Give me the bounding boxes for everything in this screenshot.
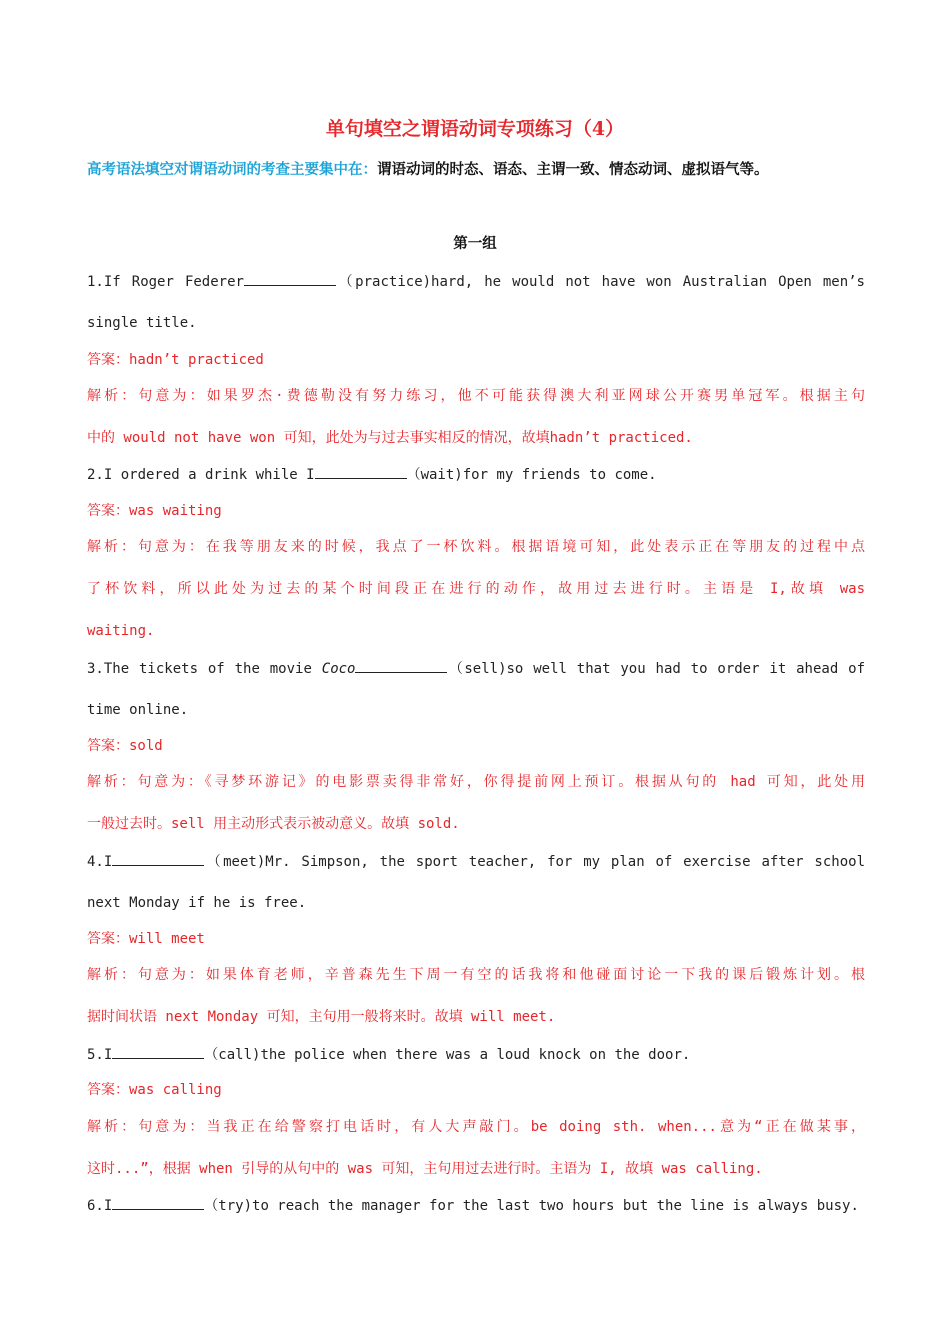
explanation-4-line-1: 解析：句意为：如果体育老师，辛普森先生下周一有空的话我将和他碰面讨论一下我的课后锻炼计划。根 (87, 967, 865, 983)
explanation-2-line-2: 了杯饮料，所以此处为过去的某个时间段正在进行的动作，故用过去进行时。主语是 I,故填 was (87, 581, 865, 597)
question-3-line-1: 3.The tickets of the movie Coco （sell)so well that you had to order it ahead of (87, 658, 865, 679)
page-subtitle (87, 158, 877, 179)
explanation-1-line-1: 解析：句意为：如果罗杰·费德勒没有努力练习，他不可能获得澳大利亚网球公开赛男单冠军。根据主句 (87, 388, 865, 404)
answer-3: 答案：sold (87, 738, 163, 754)
question-4-line-2: next Monday if he is free. (87, 895, 307, 911)
answer-5: 答案：was calling (87, 1082, 222, 1098)
answer-1: 答案：hadn’t practiced (87, 352, 264, 368)
question-6-line-1: 6.I （try)to reach the manager for the last two hours but the line is always busy. (87, 1195, 865, 1216)
explanation-1-line-2: 中的 would not have won 可知，此处为与过去事实相反的情况，故填hadn’t practiced. (87, 430, 693, 446)
group-title: 第一组 (453, 235, 497, 252)
answer-2: 答案：was waiting (87, 503, 222, 519)
question-4-line-1: 4.I （meet)Mr. Simpson, the sport teacher, for my plan of exercise after school (87, 851, 865, 872)
question-3-line-2: time online. (87, 702, 189, 718)
answer-blank (112, 1044, 204, 1059)
explanation-3-line-2: 一般过去时。sell 用主动形式表示被动意义。故填 sold. (87, 816, 460, 832)
answer-blank (112, 1195, 204, 1210)
explanation-3-line-1: 解析：句意为：《寻梦环游记》的电影票卖得非常好，你得提前网上预订。根据从句的 had 可知，此处用 (87, 774, 865, 790)
answer-blank (244, 271, 336, 286)
answer-blank (315, 464, 407, 479)
page-title: 单句填空之谓语动词专项练习（4） (325, 118, 625, 140)
subtitle-highlight: 高考语法填空对谓语动词的考查主要集中在： (87, 161, 377, 178)
answer-blank (112, 851, 204, 866)
subtitle-rest: 谓语动词的时态、语态、主谓一致、情态动词、虚拟语气等。 (377, 161, 769, 178)
question-1-line-1: 1.If Roger Federer （practice)hard, he would not have won Australian Open men’s (87, 271, 865, 292)
explanation-4-line-2: 据时间状语 next Monday 可知，主句用一般将来时。故填 will meet. (87, 1009, 556, 1025)
answer-blank (355, 658, 447, 673)
movie-title: Coco (321, 661, 356, 677)
explanation-5-line-2: 这时...”，根据 when 引导的从句中的 was 可知，主句用过去进行时。主语为 I, 故填 was calling. (87, 1161, 763, 1177)
question-5-line-1: 5.I （call)the police when there was a loud knock on the door. (87, 1044, 865, 1065)
answer-4: 答案：will meet (87, 931, 205, 947)
explanation-2-line-1: 解析：句意为：在我等朋友来的时候，我点了一杯饮料。根据语境可知，此处表示正在等朋友的过程中点 (87, 539, 865, 555)
question-2-line-1: 2.I ordered a drink while I （wait)for my friends to come. (87, 464, 865, 485)
question-1-line-2: single title. (87, 315, 197, 331)
explanation-5-line-1: 解析：句意为：当我正在给警察打电话时，有人大声敲门。be doing sth. when...意为“正在做某事， (87, 1119, 865, 1135)
explanation-2-line-3: waiting. (87, 623, 155, 639)
